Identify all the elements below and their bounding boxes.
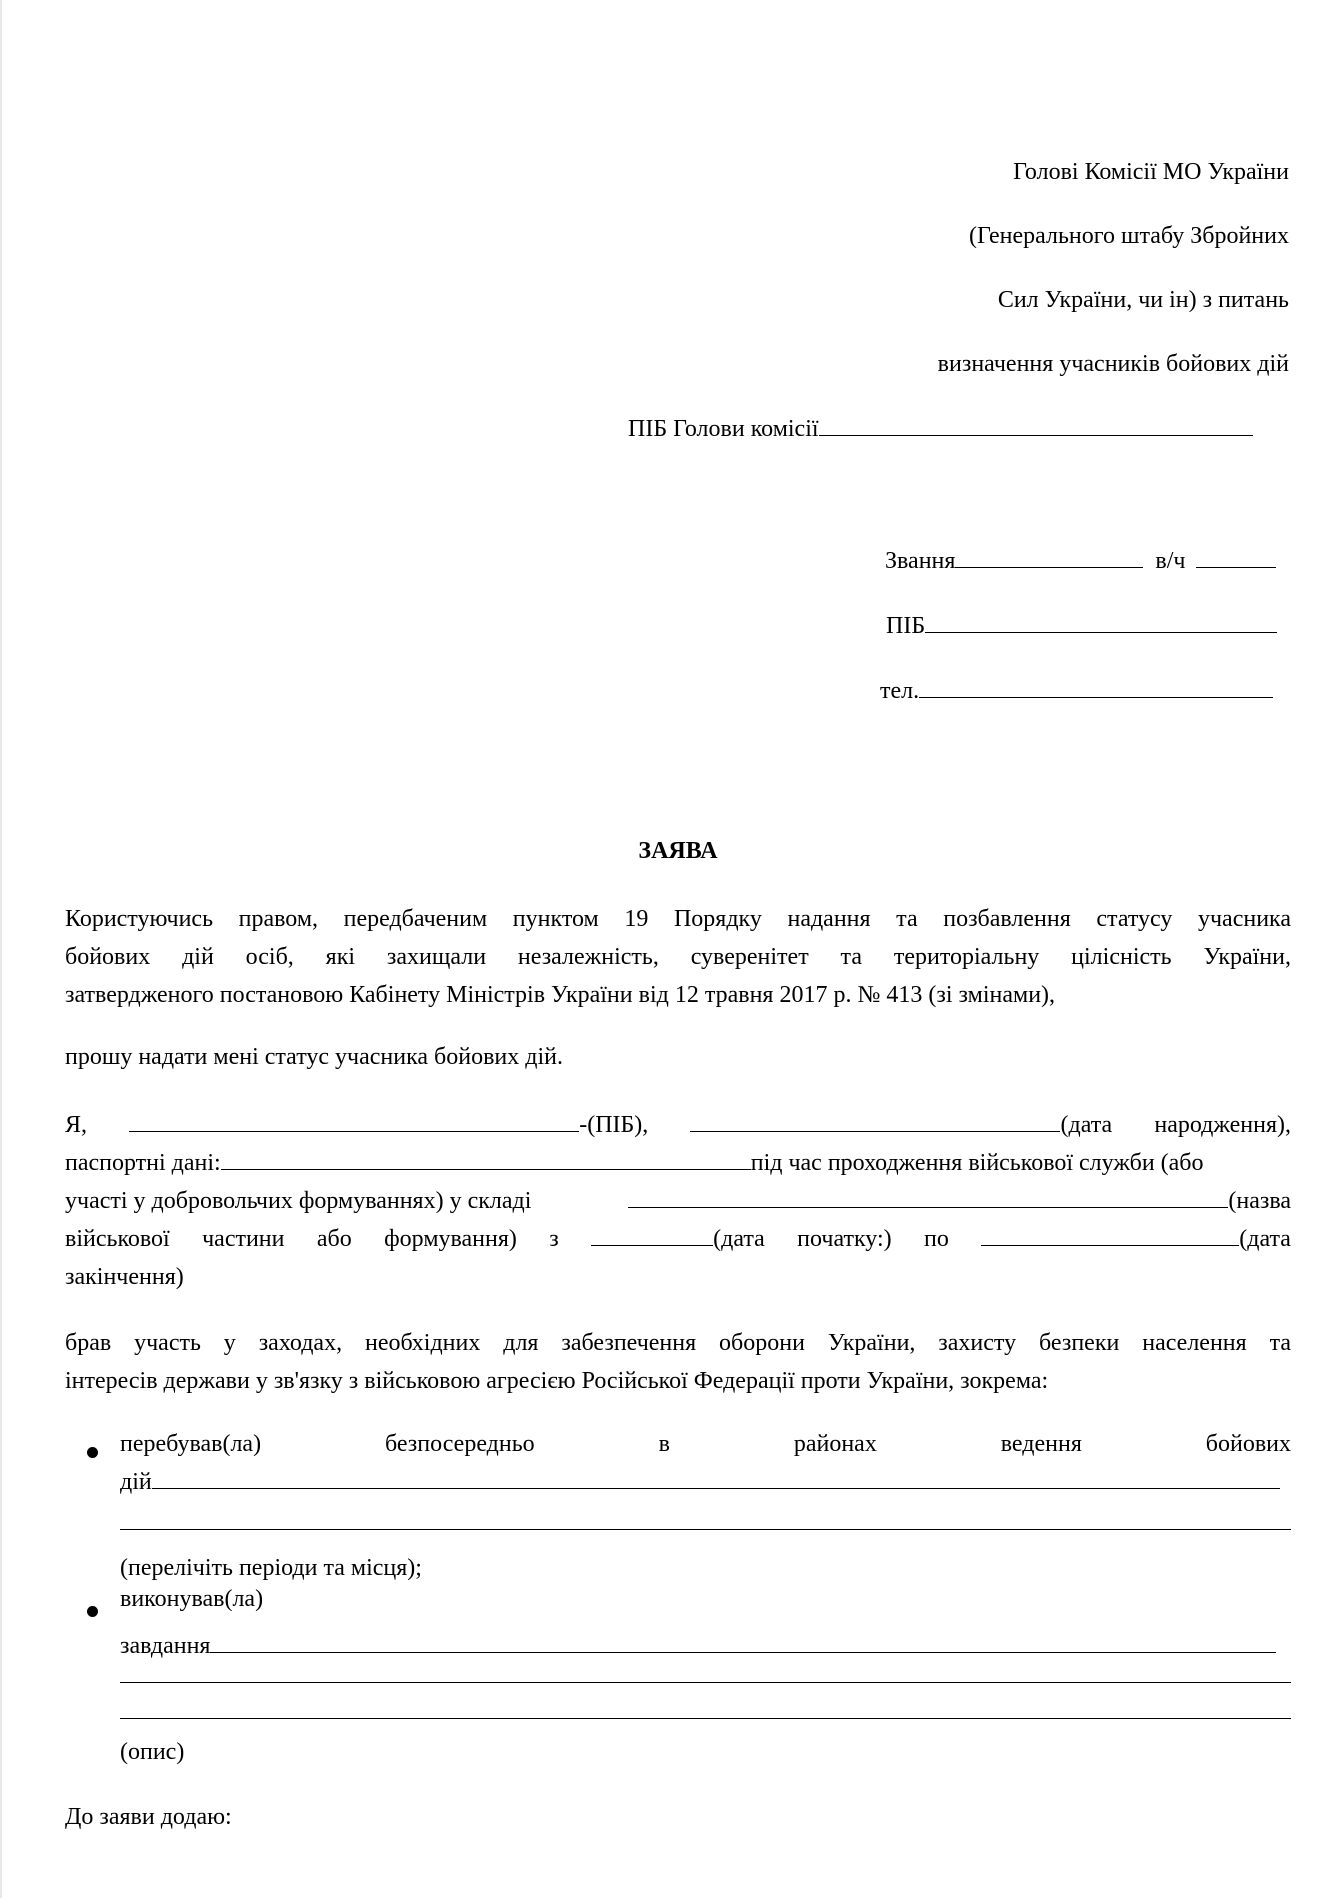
addressee-line-2: (Генерального штабу Збройних xyxy=(968,223,1289,249)
personal-line-4 xyxy=(65,1220,1291,1258)
combat-areas-hint: (перелічіть періоди та місця); xyxy=(120,1555,422,1581)
chair-name-row xyxy=(628,413,1253,444)
participation-line-1: брав участь у заходах, необхідних для забезпечення оборони України, захисту безпеки населення та xyxy=(65,1330,1291,1356)
bullet-2-line-1: виконував(ла) xyxy=(120,1586,264,1612)
tasks-field-line-3[interactable] xyxy=(120,1718,1291,1719)
word: частини xyxy=(202,1226,285,1252)
rank-unit-row xyxy=(885,545,1276,576)
bullet-icon xyxy=(87,1606,98,1617)
bullet-2-line-2 xyxy=(120,1630,1276,1661)
bullet-icon xyxy=(87,1447,98,1458)
word: безпосередньо xyxy=(384,1431,535,1457)
word: формування) xyxy=(384,1226,517,1252)
unit-field[interactable] xyxy=(1196,545,1276,568)
i-label: Я, xyxy=(65,1112,88,1138)
tasks-label: завдання xyxy=(120,1633,211,1659)
intro-line-2: бойових дій осіб, які захищали незалежність, суверенітет та територіальну цілісність України, xyxy=(65,944,1291,970)
addressee-line-1: Голові Комісії МО України xyxy=(1013,159,1289,185)
personal-line-5 xyxy=(65,1258,1291,1296)
intro-paragraph xyxy=(65,900,1291,1014)
phone-field[interactable] xyxy=(919,675,1273,698)
attachments-label: До заяви додаю: xyxy=(65,1804,232,1830)
birth-date-label: (дата xyxy=(1060,1112,1113,1138)
word: або xyxy=(316,1226,352,1252)
addressee-line-4: визначення учасників бойових дій xyxy=(937,351,1289,377)
start-date-label-2: початку:) xyxy=(797,1226,892,1252)
end-date-label: (дата xyxy=(1239,1226,1291,1252)
tasks-field[interactable] xyxy=(210,1630,1276,1653)
tasks-hint: (опис) xyxy=(120,1739,185,1765)
start-date-label: (дата xyxy=(713,1226,765,1252)
addressee-line-3: Сил України, чи ін) з питань xyxy=(997,287,1289,313)
personal-data-paragraph xyxy=(65,1106,1291,1296)
applicant-name-field[interactable] xyxy=(925,610,1277,633)
word: бойових xyxy=(1205,1431,1291,1457)
volunteer-text: участі у добровольчих формуваннях) у складі xyxy=(65,1188,532,1214)
bullet-1-line-2 xyxy=(120,1463,1291,1501)
passport-label: паспортні дані: xyxy=(65,1150,221,1176)
phone-row xyxy=(880,675,1273,706)
tasks-field-line-2[interactable] xyxy=(120,1682,1291,1683)
combat-areas-label: дій xyxy=(120,1469,152,1495)
passport-field[interactable] xyxy=(221,1147,751,1170)
end-date-field[interactable] xyxy=(981,1223,1239,1246)
word: ведення xyxy=(1000,1431,1082,1457)
word: військової xyxy=(65,1226,170,1252)
phone-label: тел. xyxy=(880,678,920,704)
combat-areas-field[interactable] xyxy=(152,1466,1280,1489)
unit-name-field[interactable] xyxy=(628,1185,1228,1208)
rank-label: Звання xyxy=(885,548,956,574)
to-label: по xyxy=(924,1226,949,1252)
participation-paragraph xyxy=(65,1324,1291,1400)
word: перебував(ла) xyxy=(120,1431,262,1457)
name-suffix: -(ПІБ), xyxy=(579,1112,649,1138)
word: з xyxy=(549,1226,559,1252)
full-name-field[interactable] xyxy=(129,1109,579,1132)
bullet-1 xyxy=(120,1425,1291,1501)
intro-line-3: затвердженого постановою Кабінету Міністрів України від 12 травня 2017 р. № 413 (зі змінами), xyxy=(65,982,1056,1008)
service-text: під час проходження військової служби (або xyxy=(750,1150,1204,1176)
start-date-field[interactable] xyxy=(591,1223,713,1246)
personal-line-1 xyxy=(65,1106,1291,1144)
combat-areas-field-line-2[interactable] xyxy=(120,1529,1291,1530)
rank-field[interactable] xyxy=(955,545,1143,568)
intro-line-1: Користуючись правом, передбаченим пунктом 19 Порядку надання та позбавлення статусу учасника xyxy=(65,906,1291,932)
word: районах xyxy=(793,1431,877,1457)
bullet-1-line-1 xyxy=(120,1425,1291,1463)
request-text: прошу надати мені статус учасника бойових дій. xyxy=(65,1044,563,1070)
document-title: ЗАЯВА xyxy=(638,838,718,864)
participation-line-2: інтересів держави у зв'язку з військовою агресією Російської Федерації проти України, зокрема: xyxy=(65,1368,1049,1394)
chair-name-label: ПІБ Голови комісії xyxy=(628,416,819,442)
birth-date-field[interactable] xyxy=(690,1109,1060,1132)
applicant-name-row xyxy=(886,610,1277,641)
personal-line-3 xyxy=(65,1182,1291,1220)
unit-label: в/ч xyxy=(1155,548,1186,574)
personal-line-2 xyxy=(65,1144,1291,1182)
unit-name-label: (назва xyxy=(1228,1188,1291,1214)
end-date-label-2: закінчення) xyxy=(65,1264,184,1290)
word: в xyxy=(658,1431,670,1457)
applicant-name-label: ПІБ xyxy=(886,613,926,639)
birth-date-label-2: народження), xyxy=(1154,1112,1291,1138)
chair-name-field[interactable] xyxy=(819,413,1253,436)
